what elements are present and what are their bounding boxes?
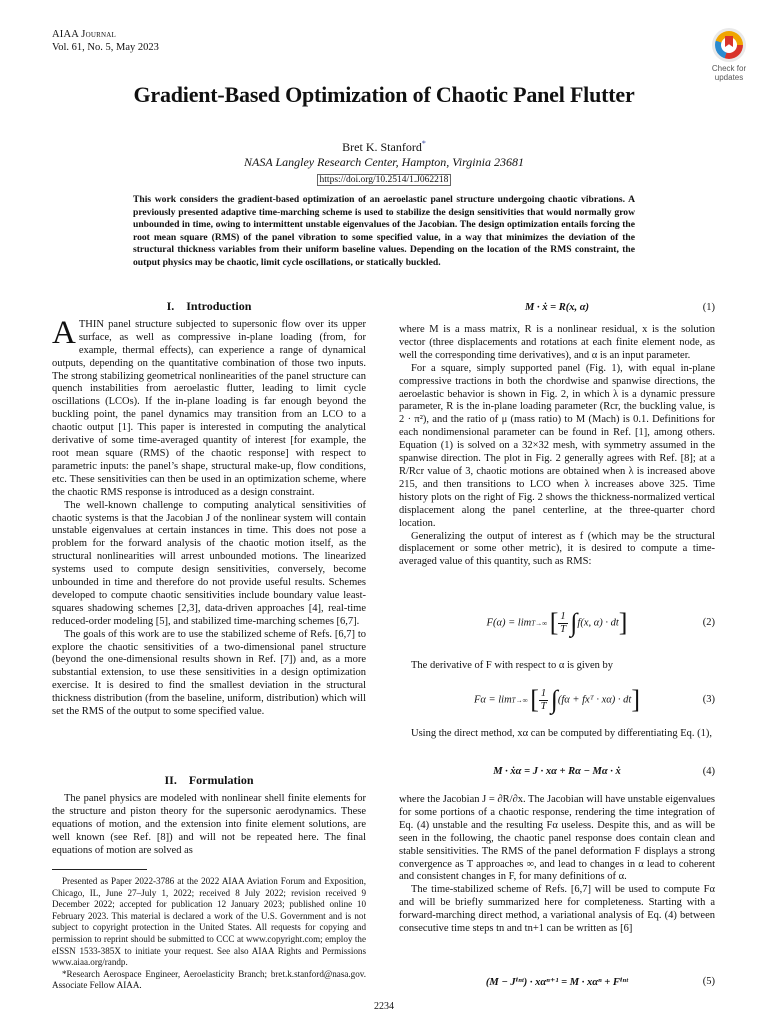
journal-volume: Vol. 61, No. 5, May 2023: [52, 42, 159, 53]
footnote-author: *Research Aerospace Engineer, Aeroelasticity Branch; bret.k.stanford@nasa.gov. Associate Fellow AIAA.: [52, 968, 366, 991]
badge-line-1: Check for: [711, 64, 747, 73]
page-number: 2234: [374, 1001, 394, 1012]
equation-1: M · ẋ = R(x, α) (1): [525, 302, 715, 313]
right-paragraph-2: For a square, simply supported panel (Fig. 1), with equal in-plane compressive tractions in both the chordwise and spanwise directions, the aeroelastic behavior is shown in Fig. 2, in which λ is a dynamic pressure parameter, R is the in-plane loading parameter (Rcr, the buckling value, is 2 · π²), and the ratio of μ (mass ratio) to M (Mach) is 0.1. Definitions for each nondimensional parameter can be found in Ref. [1], among others. Equation (1) is solved on a 32×32 mesh, with symmetry assumed in the spanwise direction. The plot in Fig. 2 generally agrees with Ref. [8]; at a R/Rcr value of 3, chaotic motions are obtained when λ is increased above 215, and then transitions to LCO when λ increases above 325. Time history plots on the right of Fig. 2 shows the thickness-normalized vertical displacement along the panel centerline, at the three-quarter chord location.: [399, 362, 715, 529]
equation-3-number: (3): [702, 694, 715, 705]
right-column-text-4: [399, 794, 715, 936]
left-column: [52, 300, 366, 719]
equation-3: Fα = limT→∞ [ $\frac{1}{T}$ ∫(fα + fxᵀ · xα) · dt] (3): [473, 685, 715, 714]
formulation-paragraph-1: The panel physics are modeled with nonlinear shell finite elements for the structure and piston theory for the supersonic aerodynamics. These equations of motion, and the extension into finite element solutions, are well known (see Ref. [8]) and will not be repeated here. The final equations of motion are solved as: [52, 792, 366, 856]
right-column-text-1: [399, 324, 715, 569]
equation-4-number: (4): [702, 766, 715, 777]
drop-cap: A: [52, 314, 76, 351]
badge-line-2: updates: [714, 73, 744, 82]
equation-5-number: (5): [702, 976, 715, 987]
equation-5: (M − Jⁱⁿᵗ) · xαⁿ⁺¹ = M · xαⁿ + Fⁱⁿᵗ (5): [485, 976, 715, 988]
equation-4: M · ẋα = J · xα + Rα − Mα · ẋ (4): [493, 766, 715, 777]
intro-paragraph-3: The goals of this work are to use the stabilized scheme of Refs. [6,7] to explore the chaotic sensitivities of a two-dimensional panel structure (beyond the one-dimensional results shown in Ref. [7]) and, as a more substantial extension, to use these sensitivities in a design optimization exercise. It is desired to find the smallest deviation in the structural thickness distribution (from the baseline, uniform, distribution) which will set the RMS of the output to some specified value.: [52, 628, 366, 718]
right-column-text-2: [399, 660, 715, 673]
intro-paragraph-1: ATHIN panel structure subjected to supersonic flow over its upper surface, as well as compressive in-plane loading (from, for example, thermal effects), can experience a range of dynamical outputs, depending on the quantitative combination of those two inputs. The strong stabilizing geometrical nonlinearities of the panel structure can quench instabilities from aeroelastic flutter, leading to limit cycle oscillations (LCOs). If the in-plane loading is far enough beyond the buckling point, the panel dynamics may transition from an LCO to a chaotic output [1]. This paper is interested in computing the analytical derivative of some time-averaged quantity of interest [for example, the root mean square (RMS) of the chaotic response] with respect to parametric inputs: the panel’s shape, structural make-up, flow conditions, etc. These sensitivities can then be used in an optimization scheme, where the chaotic RMS response is introduced as a design constraint.: [52, 314, 366, 498]
author-line: [0, 139, 768, 155]
equation-2-number: (2): [702, 617, 715, 628]
equation-2: F(α) = limT→∞ [ $\frac{1}{T}$ ∫f(x, α) · dt] (2): [486, 608, 715, 637]
abstract: This work considers the gradient-based optimization of an aeroelastic panel structure undergoing chaotic vibrations. A previously presented adaptive time-marching scheme is used to stabilize the design sensitivities that would normally grow unbounded in time, owing to intermittent unstable eigenvalues of the Jacobian. The design optimization entails forcing the root mean square (RMS) of the panel vibration to some specified value, in a way that minimizes the deviation of the structural thickness variables from their uniform baseline values. Depending on the location of the RMS constraint, the output physics may be chaotic, limit cycle oscillations, or statically buckled.: [133, 194, 635, 268]
footnotes: [52, 876, 366, 992]
doi-line: [0, 175, 768, 185]
right-column-text-3: [399, 728, 715, 741]
section-heading-formulation: II. Formulation: [164, 773, 254, 787]
affiliation: NASA Langley Research Center, Hampton, Virginia 23681: [244, 155, 524, 169]
footnote-publication: Presented as Paper 2022-3786 at the 2022 AIAA Aviation Forum and Exposition, Chicago, IL, June 27–July 1, 2022; received 8 July 2022; revision received 9 December 2022; accepted for publication 12 January 2023; published online 10 February 2023. This material is declared a work of the U.S. Government and is not subject to copyright protection in the United States. All requests for copying and permission to reprint should be submitted to CCC at www.copyright.com; employ the eISSN 1533-385X to initiate your request. See also AIAA Rights and Permissions www.aiaa.org/randp.: [52, 876, 366, 968]
intro-paragraph-2: The well-known challenge to computing analytical sensitivities of chaotic systems is that the Jacobian J of the nonlinear system will contain unstable eigenvalues at certain instances in time. This does not pose a problem for the forward analysis of the chaotic motion itself, as the structural nonlinearities will arrest unbounded motions. The linearized systems used to compute design sensitivities, conversely, become unbounded in time and therefore do not provide useful results. Schemes developed to compute chaotic sensitivities include boundary value least-squares shadowing schemes [2,3], data-driven approaches [4], real-time reduced-order modeling [5], and stabilized time-marching schemes [6,7].: [52, 499, 366, 627]
formulation-section: [52, 774, 366, 857]
journal-header: [52, 28, 159, 54]
right-paragraph-5: Using the direct method, xα can be computed by differentiating Eq. (1),: [411, 728, 712, 739]
doi-link[interactable]: https://doi.org/10.2514/1.J062218: [317, 174, 452, 186]
right-paragraph-3: Generalizing the output of interest as f (which may be the structural displacement or some other metric), it is desired to compute a time-averaged value of this quantity, such as RMS:: [399, 530, 715, 568]
right-paragraph-7: The time-stabilized scheme of Refs. [6,7] will be used to compute Fα and will be briefly summarized here for completeness. Starting with a forward-marching direct method, a variational analysis of Eq. (4) between consecutive time steps tn and tn+1 can be written as [6]: [399, 884, 715, 935]
right-paragraph-1: where M is a mass matrix, R is a nonlinear residual, x is the solution vector (three displacements and rotations at each finite element node, as well the corresponding time derivatives), and α is an input parameter.: [399, 324, 715, 361]
crossmark-icon: [712, 28, 746, 62]
author-name: Bret K. Stanford: [342, 140, 422, 154]
right-paragraph-4: The derivative of F with respect to α is given by: [411, 660, 614, 671]
right-paragraph-6: where the Jacobian J = ∂R/∂x. The Jacobian will have unstable eigenvalues for some portions of a chaotic response, rendering the time integration of Eq. (4) unstable and the resulting Fα useless. Despite this, and as will be seen in the following, the chaotic panel response does contain clean and stable sensitivities. The RMS of the panel deformation F displays a strong convergence as T approaches ∞, and lead to changes in α lead to coherent and consistent changes in F, for many definitions of α.: [399, 794, 715, 883]
journal-name: AIAA Journal: [52, 29, 116, 40]
paper-title: Gradient-Based Optimization of Chaotic Panel Flutter: [133, 82, 635, 107]
check-for-updates-badge[interactable]: [706, 28, 752, 82]
footnote-divider: [52, 869, 147, 870]
equation-1-number: (1): [702, 302, 715, 313]
section-heading-introduction: I. Introduction: [166, 299, 252, 313]
author-footnote-link[interactable]: *: [421, 139, 426, 148]
